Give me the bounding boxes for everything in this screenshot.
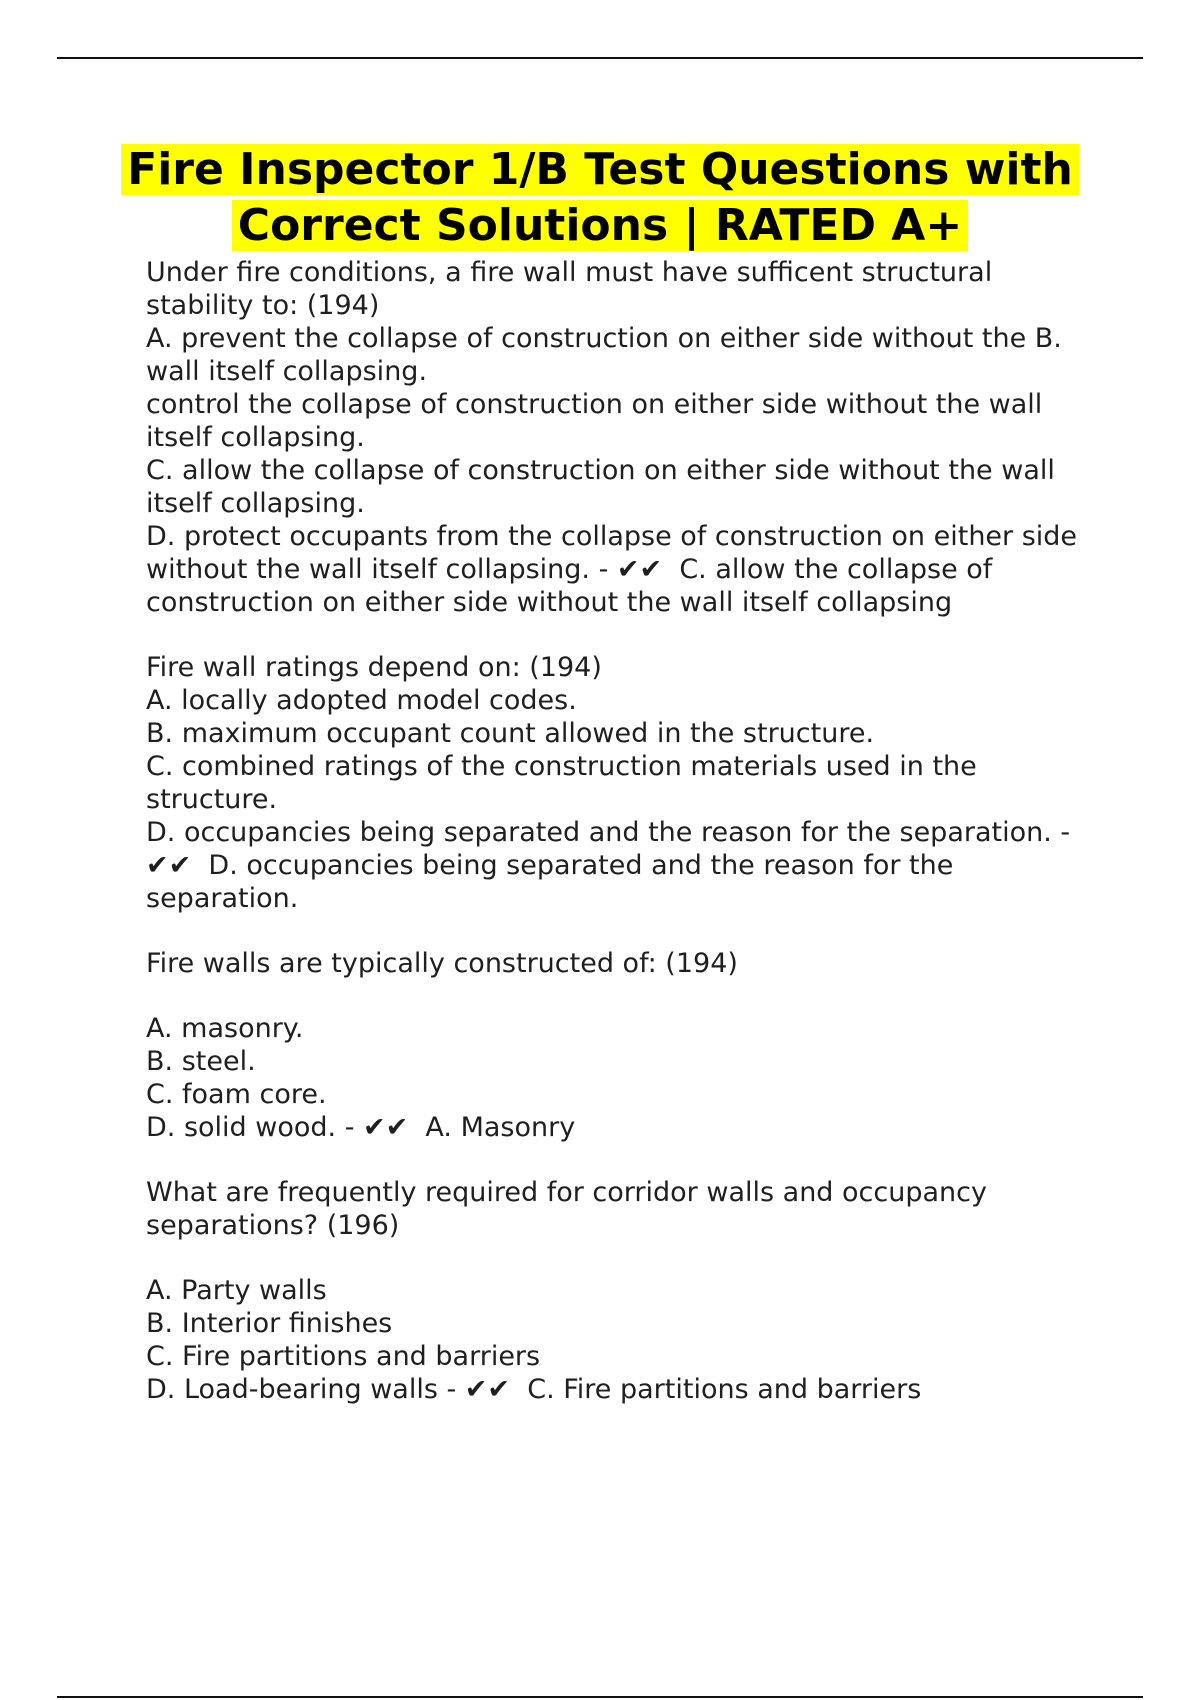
document-title — [120, 142, 1080, 254]
answer-option: C. Fire partitions and barriers — [146, 1341, 541, 1372]
question-block — [146, 651, 1096, 915]
answer-option: wall itself collapsing. — [146, 356, 428, 387]
document-title-text: Fire Inspector 1/B Test Questions with Correct Solutions | RATED A+ — [121, 144, 1079, 251]
question-block — [146, 1176, 1096, 1406]
answer-option: A. masonry. — [146, 1013, 304, 1044]
answer-option: A. locally adopted model codes. — [146, 685, 577, 716]
question-text: Under fire conditions, a fire wall must have sufficent structural stability to: (194) — [146, 257, 1001, 321]
question-spacer — [146, 1144, 1096, 1176]
answer-option: C. foam core. — [146, 1079, 327, 1110]
question-text: Fire walls are typically constructed of: (194) — [146, 948, 738, 979]
question-text: Fire wall ratings depend on: (194) — [146, 652, 602, 683]
question-spacer — [146, 619, 1096, 651]
question-text: What are frequently required for corridor walls and occupancy separations? (196) — [146, 1177, 996, 1241]
blank-line — [146, 980, 1096, 1012]
answer-option: C. allow the collapse of construction on either side without the wall itself collapsing. — [146, 455, 1064, 519]
blank-line — [146, 1242, 1096, 1274]
answer-option-with-solution: D. solid wood. - ✔✔ A. Masonry — [146, 1112, 576, 1143]
answer-option: A. prevent the collapse of construction on either side without the B. — [146, 323, 1062, 354]
document-body — [146, 256, 1096, 1406]
question-block — [146, 947, 1096, 1144]
header-rule — [57, 57, 1143, 59]
answer-option: B. Interior finishes — [146, 1308, 393, 1339]
question-spacer — [146, 915, 1096, 947]
answer-option: C. combined ratings of the construction materials used in the structure. — [146, 751, 986, 815]
answer-option: control the collapse of construction on either side without the wall itself collapsing. — [146, 389, 1051, 453]
answer-option-with-solution: D. Load-bearing walls - ✔✔ C. Fire partitions and barriers — [146, 1374, 922, 1405]
answer-option: A. Party walls — [146, 1275, 327, 1306]
question-block — [146, 256, 1096, 619]
answer-option: B. maximum occupant count allowed in the structure. — [146, 718, 875, 749]
answer-option: B. steel. — [146, 1046, 256, 1077]
answer-option-with-solution: D. protect occupants from the collapse of construction on either side without the wall itself collapsing. - ✔✔ C. allow the collapse of construction on either side without the wall itself collapsing — [146, 521, 1086, 618]
answer-option-with-solution: D. occupancies being separated and the reason for the separation. - ✔✔ D. occupancies being separated and the reason for the separation. — [146, 817, 1079, 914]
footer-rule — [57, 1696, 1143, 1698]
